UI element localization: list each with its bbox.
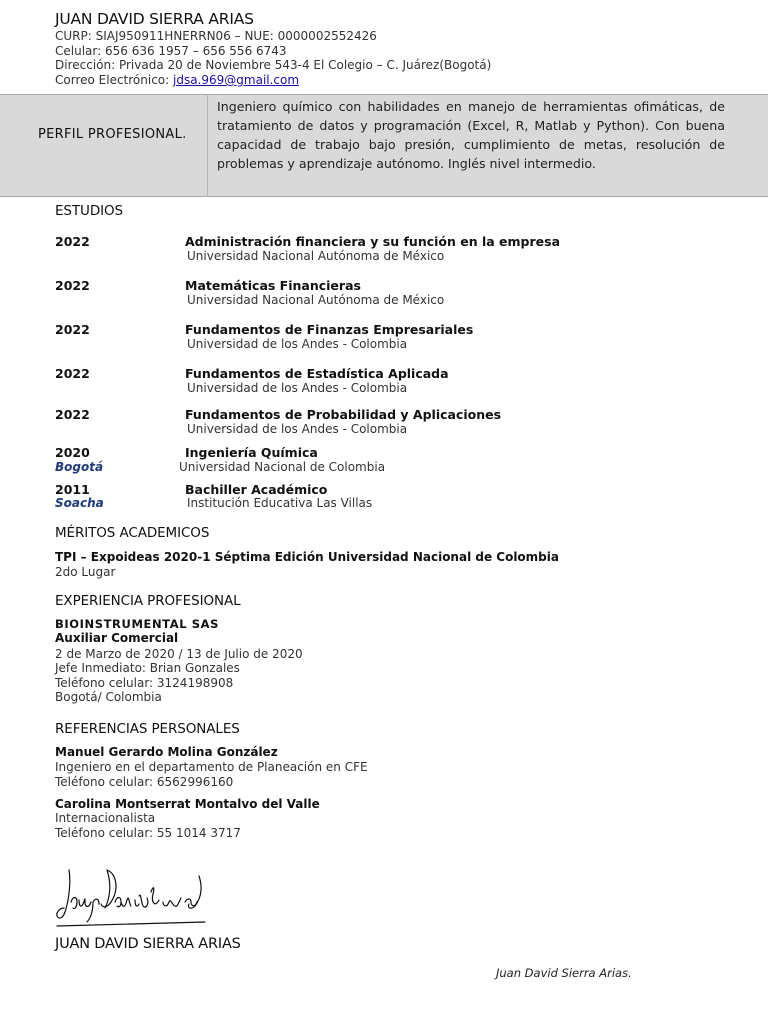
- experience-dates: 2 de Marzo de 2020 / 13 de Julio de 2020: [55, 647, 303, 661]
- phone-line: Celular: 656 636 1957 – 656 556 6743: [55, 44, 287, 58]
- merit-detail: 2do Lugar: [55, 565, 116, 579]
- study-city: Bogotá: [55, 460, 104, 474]
- study-year: 2022: [55, 407, 90, 422]
- profile-text: Ingeniero químico con habilidades en manejo de herramientas ofimáticas, de tratamiento de datos y programación (Excel, R, Matlab y Python). Con buena capacidad de trabajo bajo presión, cumplimiento de metas, resolución de problemas y aprendizaje autónomo. Inglés nivel intermedio.: [217, 99, 725, 171]
- merit-item: TPI – Expoideas 2020-1 Séptima Edición Universidad Nacional de Colombia: [55, 550, 559, 564]
- signature-caption: Juan David Sierra Arias.: [496, 966, 632, 980]
- experience-company: BIOINSTRUMENTAL SAS: [55, 617, 220, 631]
- study-course: Fundamentos de Estadística Aplicada: [185, 366, 449, 381]
- address-line: Dirección: Privada 20 de Noviembre 543-4 El Colegio – C. Juárez(Bogotá): [55, 58, 492, 72]
- handwritten-signature: [55, 862, 215, 934]
- experience-boss: Jefe Inmediato: Brian Gonzales: [55, 661, 240, 675]
- reference-job: Ingeniero en el departamento de Planeación en CFE: [55, 760, 368, 774]
- email-link[interactable]: jdsa.969@gmail.com: [173, 73, 300, 87]
- profile-label: PERFIL PROFESIONAL.: [38, 127, 187, 142]
- study-course: Matemáticas Financieras: [185, 278, 361, 293]
- study-year: 2022: [55, 366, 90, 381]
- study-institution: Universidad Nacional Autónoma de México: [187, 293, 445, 307]
- study-course: Ingeniería Química: [185, 445, 318, 460]
- email-label: Correo Electrónico:: [55, 73, 174, 87]
- experience-title: EXPERIENCIA PROFESIONAL: [55, 593, 241, 609]
- study-institution: Universidad de los Andes - Colombia: [187, 381, 408, 395]
- references-title: REFERENCIAS PERSONALES: [55, 721, 240, 737]
- studies-title: ESTUDIOS: [55, 203, 123, 219]
- study-institution: Universidad de los Andes - Colombia: [187, 337, 408, 351]
- study-course: Fundamentos de Probabilidad y Aplicaciones: [185, 407, 502, 422]
- email-line: [55, 73, 299, 87]
- study-year: 2022: [55, 322, 90, 337]
- study-institution: Institución Educativa Las Villas: [187, 496, 373, 510]
- reference-phone: Teléfono celular: 55 1014 3717: [55, 826, 241, 840]
- study-year: 2011: [55, 482, 90, 497]
- study-institution: Universidad Nacional Autónoma de México: [187, 249, 445, 263]
- experience-phone: Teléfono celular: 3124198908: [55, 676, 234, 690]
- reference-name: Manuel Gerardo Molina González: [55, 745, 278, 759]
- study-institution: Universidad de los Andes - Colombia: [187, 422, 408, 436]
- study-institution: Universidad Nacional de Colombia: [179, 460, 386, 474]
- study-year: 2020: [55, 445, 90, 460]
- reference-phone: Teléfono celular: 6562996160: [55, 775, 234, 789]
- candidate-name: JUAN DAVID SIERRA ARIAS: [55, 10, 254, 28]
- study-course: Fundamentos de Finanzas Empresariales: [185, 322, 474, 337]
- study-city: Soacha: [55, 496, 104, 510]
- profile-divider: [207, 94, 208, 197]
- experience-location: Bogotá/ Colombia: [55, 690, 162, 704]
- curp-line: CURP: SIAJ950911HNERRN06 – NUE: 0000002552426: [55, 29, 377, 43]
- study-year: 2022: [55, 234, 90, 249]
- reference-name: Carolina Montserrat Montalvo del Valle: [55, 797, 320, 811]
- study-course: Bachiller Académico: [185, 482, 328, 497]
- experience-role: Auxiliar Comercial: [55, 631, 179, 645]
- reference-job: Internacionalista: [55, 811, 156, 825]
- study-year: 2022: [55, 278, 90, 293]
- study-course: Administración financiera y su función en la empresa: [185, 234, 561, 249]
- signature-name: JUAN DAVID SIERRA ARIAS: [55, 936, 241, 952]
- merits-title: MÉRITOS ACADEMICOS: [55, 525, 210, 541]
